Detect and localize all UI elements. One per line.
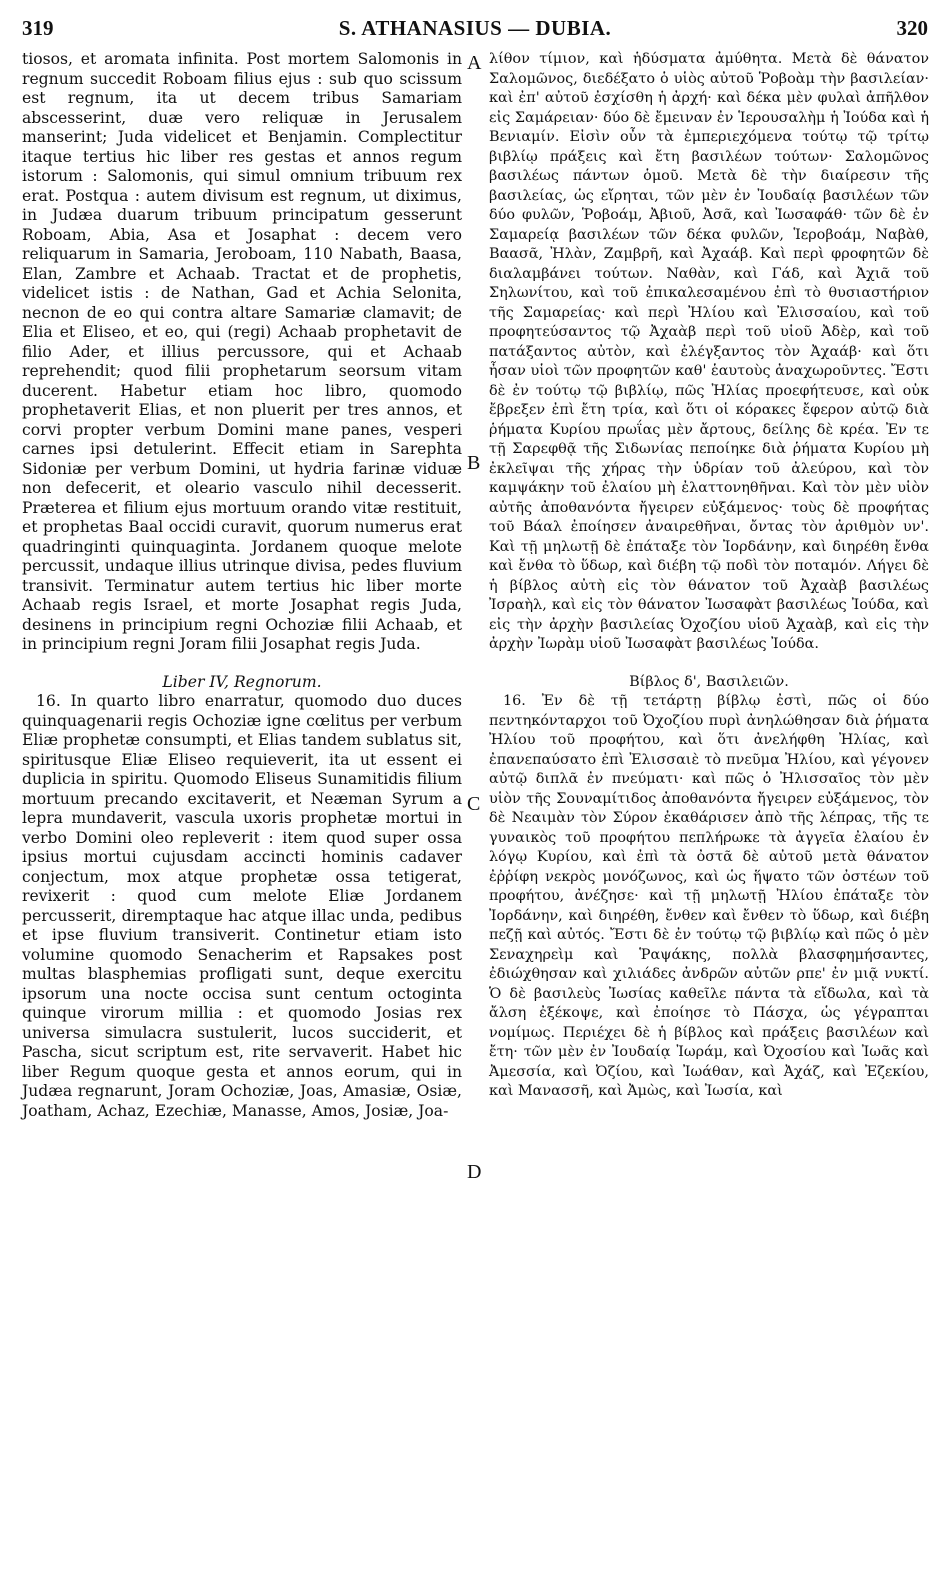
greek-paragraph-2: 16. Ἐν δὲ τῇ τετάρτῃ βίβλῳ ἐστὶ, πῶς οἱ δύο πεντηκόνταρχοι τοῦ Ὀχοζίου πυρὶ ἀνηλώθησαν διὰ ῥήματα Ἠλίου τοῦ προφήτου, καὶ ὅτι ἀνελήφθη Ἠλίας, καὶ ἐπανεπαύσατο ἐπὶ Ἐλισσαιὲ τὸ πνεῦμα Ἠλίου, καὶ γέγονεν αὐτῷ διπλᾶ ἐν πνεύματι· καὶ πῶς ὁ Ἠλισσαῖος τὸν μὲν υἱὸν τῆς Σουναμίτιδος ἀποθανόντα ἤγειρεν εὐξάμενος, τὸν δὲ Νεαιμὰν τὸν Σύρον ἐκαθάρισεν ἀπὸ τῆς λέπρας, τῆς τε γυναικὸς τοῦ προφήτου πεπλήρωκε τὰ ἀγγεῖα ἐλαίου ἐν λόγῳ Κυρίου, καὶ ἐπὶ τὰ ὀστᾶ δὲ αὐτοῦ μετὰ θάνατον ἐῤῥίφη νεκρὸς μονόζωνος, καὶ ὡς ἥψατο τῶν ὀστέων τοῦ προφήτου, ἀνέζησε· καὶ τῇ μηλωτῇ Ἠλίου ἐπάταξε τὸν Ἰορδάνην, καὶ διηρέθη, ἔνθεν καὶ ἔνθεν τὸ ὕδωρ, καὶ διέβη πεζῇ καὶ αὐτός. Ἔστι δὲ ἐν τούτῳ τῷ βιβλίῳ καὶ πῶς ὁ μὲν Σεναχηρεὶμ καὶ Ῥαψάκης, πολλὰ βλασφημήσαντες, ἐδιώχθησαν καὶ χιλιάδες ἀνδρῶν αὐτῶν ρπε' ἐν μιᾷ νυκτί. Ὁ δὲ βασιλεὺς Ἰωσίας καθεῖλε πάντα τὰ εἴδωλα, καὶ τὰ ἄλση ἐξέκοψε, καὶ ἐποίησε τὸ Πάσχα, ὡς γέγραπται νομίμως. Περιέχει δὲ ἡ βίβλος καὶ πράξεις βασιλέων καὶ ἔτη· τῶν μὲν ἐν Ἰουδαίᾳ Ἰωράμ, καὶ Ὀχοσίου καὶ Ἰωᾶς καὶ Ἀμεσσία, καὶ Ὀζίου, καὶ Ἰωάθαν, καὶ Ἀχάζ, καὶ Ἐζεκίου, καὶ Μανασσῆ, καὶ Ἀμὼς, καὶ Ἰωσία, καὶ [489, 693, 929, 1099]
running-title: S. ATHANASIUS — DUBIA. [338, 16, 612, 40]
latin-paragraph-1: tiosos, et aromata infinita. Post mortem Salomonis in regnum succedit Roboam filius ejus : sub quo scissum est regnum, ita ut decem tribus Samariam abscesserint, duæ vero reliquæ in Jerusalem manserint; Juda videlicet et Benjamin. Complectitur itaque tertius hic liber res gestas et annos regum istorum : Salomonis, qui simul omnium tribuum rex erat. Postqua : autem divisum est regnum, ut diximus, in Judæa duarum tribuum principatum gesserunt Roboam, Abia, Asa et Josaphat : decem vero reliquarum in Samaria, Jeroboam, 110 Nabath, Baasa, Elan, Zambre et Achaab. Tractat et de prophetis, videlicet istis : de Nathan, Gad et Achia Selonita, necnon de eo qui contra altare Samariæ clamavit; de Elia et Eliseo, et eo, qui (regi) Achaab prophetavit de filio Ader, et illius percussore, qui et Achaab reprehendit; quod filii prophetarum seorsum vitam ducerent. Habetur etiam hoc libro, quomodo prophetaverit Elias, et non pluerit per tres annos, et corvi propter verbum Domini mane panes, vesperi carnes ipsi detulerint. Effecit etiam in Sarephta Sidoniæ per verbum Domini, ut hydria farinæ viduæ non defecerit, et oleario vasculo nihil decesserit. Præterea et filium ejus mortuum orando vitæ restituit, et prophetas Baal occidi curavit, quorum numerus erat quadringinti quinquaginta. Jordanem quoque melote percussit, undaque illius utrinque divisa, pedes fluvium transivit. Terminatur autem tertius hic liber morte Achaab regis Israel, et morte Josaphat regis Juda, desinens in principium regni Ochoziæ filii Achaab, et in principium regni Joram filii Josaphat regis Juda. [22, 50, 462, 653]
margin-letter-d: D [467, 1161, 482, 1183]
greek-column [489, 50, 929, 1102]
latin-paragraph-2: 16. In quarto libro enarratur, quomodo duo duces quinquagenarii regis Ochoziæ igne cœlitus per verbum Eliæ prophetæ consumpti, et Elias tandem sublatus sit, spiritusque Eliæ Eliseo requieverit, ita ut essent ei duplicia in spiritu. Quomodo Eliseus Sunamitidis filium mortuum precando excitaverit, et Neæman Syrum a lepra mundaverit, vascula uxoris prophetæ mortui in verbo Domini oleo repleverit : item quod super ossa ipsius mortui cujusdam accincti hominis cadaver conjectum, mox atque prophetæ ossa tetigerat, revixerit : quod cum melote Eliæ Jordanem percusserit, diremptaque hac atque illac unda, pedibus et ipse fluvium transiverit. Continetur etiam isto volumine quomodo Senacherim et Rapsakes post multas blasphemias profligati sunt, deque exercitu ipsorum una nocte occisa sunt centum octoginta quinque virorum millia : et quomodo Josias rex universa simulacra sustulerit, lucos succiderit, et Pascha, sicut scriptum est, rite servaverit. Habet hic liber Regum quoque gesta et annos eorum, qui in Judæa regnarunt, Joram Ochoziæ, Joas, Amasiæ, Osiæ, Joatham, Achaz, Ezechiæ, Manasse, Amos, Josiæ, Joa- [22, 692, 462, 1120]
margin-letter-a: A [467, 52, 482, 74]
greek-paragraph-1: λίθον τίμιον, καὶ ἡδύσματα ἀμύθητα. Μετὰ δὲ θάνατον Σαλομῶνος, διεδέξατο ὁ υἱὸς αὐτοῦ Ῥοβοὰμ τὴν βασιλείαν· καὶ ἐπ' αὐτοῦ ἐσχίσθη ἡ ἀρχή· καὶ δέκα μὲν φυλαὶ ἀπῆλθον εἰς Σαμάρειαν· δύο δὲ ἔμειναν ἐν Ἱερουσαλὴμ ἡ Ἰούδα καὶ ἡ Βενιαμίν. Εἰσὶν οὖν τὰ ἐμπεριεχόμενα τούτῳ τῷ τρίτῳ βιβλίῳ πράξεις καὶ ἔτη βασιλέων τούτων· Σαλομῶνος βασιλέως πάντων ὁμοῦ. Μετὰ δὲ τὴν διαίρεσιν τῆς βασιλείας, ὡς εἴρηται, τῶν μὲν ἐν Ἰουδαίᾳ βασιλέων τῶν δύο φυλῶν, Ῥοβοάμ, Ἀβιοῦ, Ἀσᾶ, καὶ Ἰωσαφάθ· τῶν δὲ ἐν Σαμαρείᾳ βασιλέων τῶν δέκα φυλῶν, Ἱεροβοάμ, Ναβὰθ, Βαασᾶ, Ἠλὰν, Ζαμβρῆ, καὶ Ἀχαάβ. Καὶ περὶ φροφητῶν δὲ διαλαμβάνει τούτων. Ναθὰν, καὶ Γάδ, καὶ Ἀχιᾶ τοῦ Σηλωνίτου, καὶ τοῦ ἐπικαλεσαμένου ἐπὶ τὸ θυσιαστήριον τῆς Σαμαρείας· καὶ περὶ Ἠλίου καὶ Ἐλισσαίου, καὶ τοῦ προφητεύσαντος τῷ Ἀχαὰβ περὶ τοῦ υἱοῦ Ἀδὲρ, καὶ τοῦ πατάξαντος αὐτὸν, καὶ ἐλέγξαντος τὸν Ἀχαάβ· καὶ ὅτι ἦσαν υἱοὶ τῶν προφητῶν καθ' ἑαυτοὺς ἀναχωροῦντες. Ἔστι δὲ ἐν τούτῳ τῷ βιβλίῳ, πῶς Ἠλίας προεφήτευσε, καὶ οὐκ ἔβρεξεν ἐπὶ ἔτη τρία, καὶ ὅτι οἱ κόρακες ἔφερον αὐτῷ διὰ ῥήματα Κυρίου πρωΐας μὲν ἄρτους, δείλης δὲ κρέα. Ἐν τε τῇ Σαρεφθᾷ τῆς Σιδωνίας πεποίηκε διὰ ῥήματα Κυρίου μὴ ἐκλεῖψαι τῆς χήρας τὴν ὑδρίαν τοῦ ἀλεύρου, καὶ τὸν καμψάκην τοῦ ἐλαίου μὴ ἐλαττονηθῆναι. Καὶ τὸν μὲν υἱὸν αὐτῆς ἀποθανόντα ἤγειρεν εὐξάμενος· τοὺς δὲ προφήτας τοῦ Βάαλ ἐποίησεν ἀναιρεθῆναι, ὄντας τὸν ἀριθμὸν υν'. Καὶ τῇ μηλωτῇ δὲ ἐπάταξε τὸν Ἰορδάνην, καὶ διηρέθη ἔνθα καὶ ἔνθα τὸ ὕδωρ, καὶ διέβη τῷ ποδὶ τὸν ποταμόν. Λήγει δὲ ἡ βίβλος αὐτὴ εἰς τὸν θάνατον τοῦ Ἀχαὰβ βασιλέως Ἰσραὴλ, καὶ εἰς τὸν θάνατον Ἰωσαφὰτ βασιλέως Ἰούδα, καὶ εἰς τὴν ἀρχὴν βασιλείας Ὀχοζίου υἱοῦ Ἀχαὰβ, καὶ εἰς τὴν ἀρχὴν Ἰωρὰμ υἱοῦ Ἰωσαφὰτ βασιλέως Ἰούδα. [489, 51, 929, 652]
greek-section-heading: Βίβλος δ', Βασιλειῶν. [629, 673, 789, 690]
page-number-right: 320 [896, 16, 928, 40]
latin-column [22, 50, 462, 1121]
running-header [22, 16, 928, 46]
page-number-left: 319 [22, 16, 54, 40]
margin-letter-b: B [467, 452, 481, 474]
latin-section-heading: Liber IV, Regnorum. [162, 672, 322, 691]
margin-letter-c: C [467, 793, 481, 815]
